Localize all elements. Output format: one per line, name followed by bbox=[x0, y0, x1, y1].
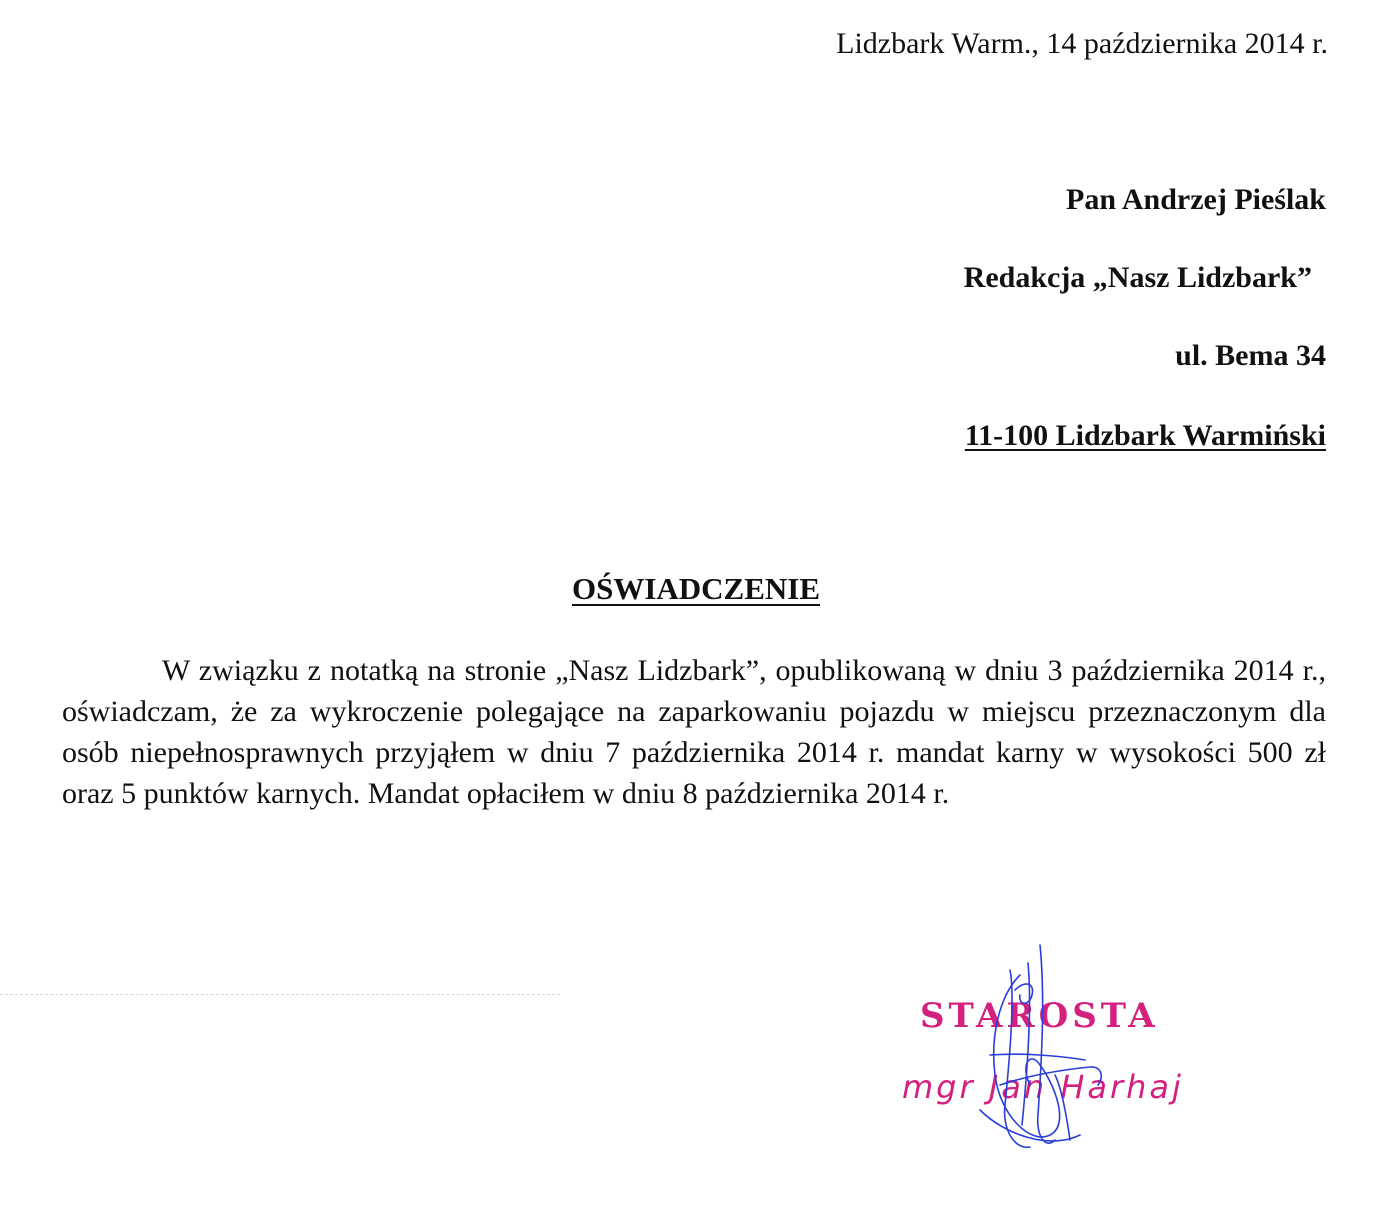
document-title: OŚWIADCZENIE bbox=[571, 571, 821, 606]
statement-body: W związku z notatką na stronie „Nasz Lidzbark”, opublikowaną w dniu 3 października 2014 r., oświadczam, że za wykroczenie polegające na zaparkowaniu pojazdu w miejscu przeznaczonym dla osób niepełnosprawnych przyjąłem w dniu 7 października 2014 r. mandat karny w wysokości 500 zł oraz 5 punktów karnych. Mandat opłaciłem w dniu 8 października 2014 r. bbox=[62, 654, 1326, 810]
stamp-title: STAROSTA bbox=[920, 996, 1159, 1036]
recipient-organization: Redakcja „Nasz Lidzbark” bbox=[963, 261, 1312, 294]
recipient-name: Pan Andrzej Pieślak bbox=[1066, 183, 1326, 216]
place-and-date: Lidzbark Warm., 14 października 2014 r. bbox=[836, 27, 1328, 60]
handwritten-signature bbox=[960, 935, 1120, 1165]
signature-strokes bbox=[980, 945, 1101, 1147]
paper-fold-line bbox=[0, 994, 560, 995]
document-title-container bbox=[0, 568, 1392, 610]
recipient-street: ul. Bema 34 bbox=[1175, 339, 1326, 372]
stamp-name: mgr Jan Harhaj bbox=[902, 1068, 1184, 1106]
recipient-city: 11-100 Lidzbark Warmiński bbox=[964, 419, 1326, 452]
